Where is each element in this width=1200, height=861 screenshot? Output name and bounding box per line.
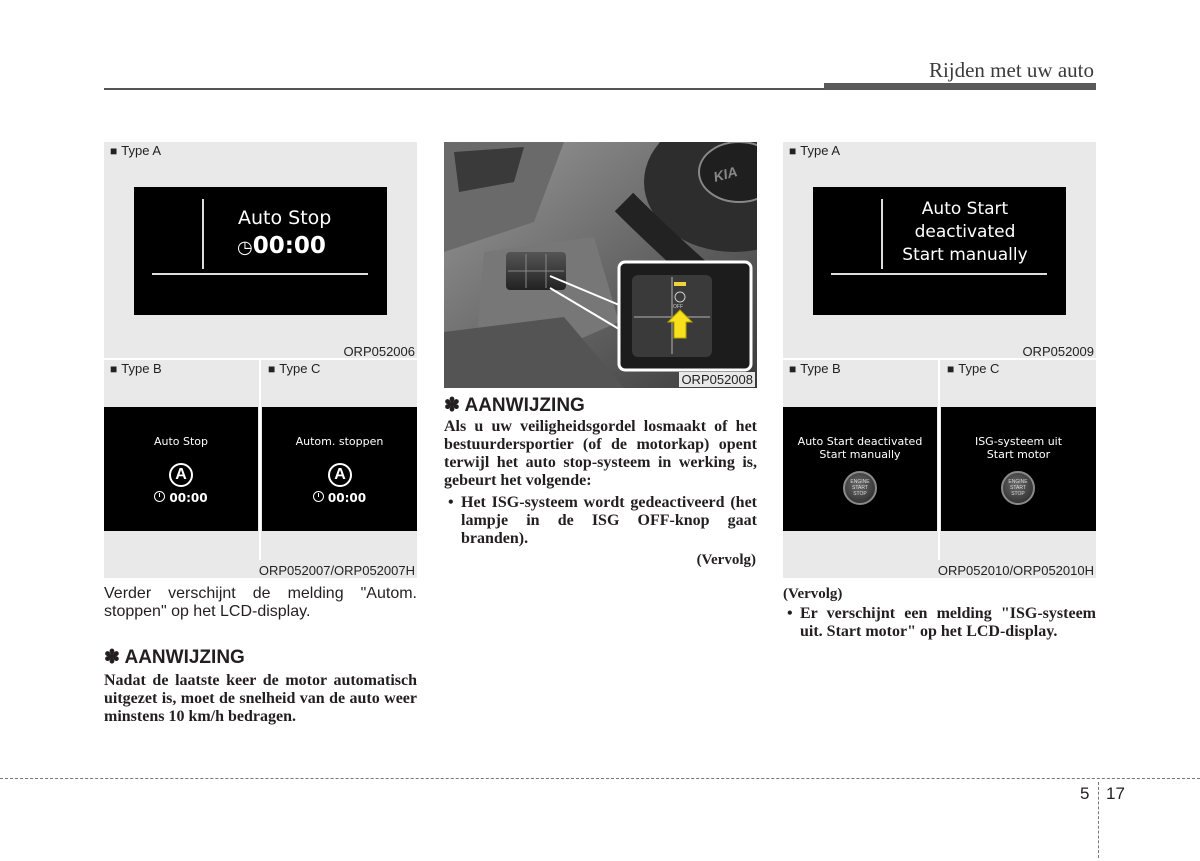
- lcd-c-line2: Start motor: [986, 448, 1051, 461]
- engine-btn-line2: START: [852, 485, 868, 491]
- paragraph: Verder verschijnt de melding "Autom. stoppen" op het LCD-display.: [104, 585, 417, 620]
- lcd-type-c: [262, 407, 417, 531]
- type-c-label: ■ Type C: [941, 360, 1096, 377]
- engine-btn-line3: STOP: [1011, 491, 1025, 497]
- type-c-label: ■ Type C: [262, 360, 417, 377]
- lcd-b-time: [104, 491, 258, 505]
- header-rule: [104, 88, 824, 90]
- clock-icon: [154, 491, 165, 502]
- auto-stop-icon: A: [328, 463, 352, 487]
- footer-rule: [0, 778, 1200, 779]
- bullet-item: [783, 605, 1096, 641]
- bullet-icon: •: [787, 605, 793, 622]
- auto-stop-icon: A: [169, 463, 193, 487]
- figure-type-a-panel: [104, 142, 417, 358]
- lcd-type-c: [941, 407, 1096, 531]
- header-bar: [824, 83, 1096, 90]
- bullet-text: Er verschijnt een melding "ISG-systeem uit. Start motor" op het LCD-display.: [800, 605, 1096, 640]
- page-number: 17: [1106, 784, 1125, 803]
- lcd-divider-horizontal: [831, 273, 1047, 275]
- chapter-title: Rijden met uw auto: [928, 58, 1094, 82]
- engine-start-stop-icon: [843, 471, 877, 505]
- figure-type-a-panel: [783, 142, 1096, 358]
- continued-label: (Vervolg): [783, 586, 843, 602]
- lcd-type-b: [104, 407, 258, 531]
- engine-btn-line3: STOP: [853, 491, 867, 497]
- engine-btn-line2: START: [1010, 485, 1026, 491]
- note-body: Nadat de laatste keer de motor automatisch uitgezet is, moet de snelheid van de auto weer minstens 10 km/h bedragen.: [104, 672, 417, 725]
- lcd-c-line1: ISG-systeem uit: [974, 435, 1063, 448]
- type-a-label: ■ Type A: [783, 142, 899, 159]
- lcd-line2: deactivated: [914, 222, 1016, 242]
- bullet-icon: •: [448, 494, 454, 511]
- type-b-label: ■ Type B: [104, 360, 256, 377]
- type-a-label: ■ Type A: [104, 142, 220, 159]
- dashboard-illustration: [444, 142, 757, 388]
- figure-code: ORP052009: [1022, 344, 1094, 359]
- lcd-line1: Auto Stop: [238, 207, 332, 229]
- lcd-line1: Auto Start: [921, 199, 1009, 219]
- figure-code: ORP052007/ORP052007H: [258, 563, 415, 578]
- chapter-number: 5: [1080, 784, 1090, 803]
- lcd-auto-start-deactivated: [813, 187, 1066, 315]
- lcd-time: 00:00: [252, 233, 326, 259]
- engine-btn-line1: ENGINE: [850, 479, 870, 485]
- figure-code: ORP052010/ORP052010H: [937, 563, 1094, 578]
- panel-divider: [938, 360, 940, 560]
- lcd-divider-horizontal: [152, 273, 368, 275]
- lcd-divider-vertical: [202, 199, 204, 269]
- lcd-line3: Start manually: [902, 245, 1028, 265]
- figure-type-bc-panel: [104, 360, 417, 578]
- lcd-b-line2: Start manually: [819, 448, 901, 461]
- figure-type-bc-panel: [783, 360, 1096, 578]
- engine-start-stop-icon: [1001, 471, 1035, 505]
- lcd-divider-vertical: [881, 199, 883, 269]
- note-bullet-item: [444, 494, 757, 548]
- isg-off-label: OFF: [673, 304, 683, 310]
- dashboard-photo: [444, 142, 757, 388]
- note-body: Als u uw veiligheidsgordel losmaakt of het bestuurdersportier (of de motorkap) opent terwijl het auto stop-systeem in werking is, gebeurt het volgende:: [444, 418, 757, 489]
- continued-label: (Vervolg): [696, 552, 756, 568]
- lcd-b-time-value: 00:00: [169, 491, 208, 505]
- panel-divider: [259, 360, 261, 560]
- lcd-c-time-value: 00:00: [327, 491, 367, 505]
- note-heading: ✽ AANWIJZING: [444, 395, 585, 416]
- figure-code: ORP052008: [681, 372, 753, 387]
- kia-logo: KIA: [711, 163, 740, 185]
- lcd-b-line1: Auto Stop: [153, 435, 209, 448]
- lcd-c-line1: Autom. stoppen: [295, 435, 384, 448]
- bullet-text: Het ISG-systeem wordt gedeactiveerd (het lampje in de ISG OFF-knop gaat branden).: [461, 494, 757, 547]
- lcd-b-line1: Auto Start deactivated: [797, 435, 923, 448]
- footer-separator: [1098, 782, 1099, 858]
- lcd-time-row: [237, 233, 326, 259]
- clock-icon: [313, 491, 324, 502]
- clock-icon: ◷: [237, 237, 253, 258]
- lcd-c-time: [262, 491, 417, 505]
- type-b-label: ■ Type B: [783, 360, 935, 377]
- note-heading: ✽ AANWIJZING: [104, 647, 245, 668]
- lcd-auto-stop-a: [134, 187, 387, 315]
- figure-code: ORP052006: [343, 344, 415, 359]
- lcd-type-b: [783, 407, 937, 531]
- engine-btn-line1: ENGINE: [1008, 479, 1028, 485]
